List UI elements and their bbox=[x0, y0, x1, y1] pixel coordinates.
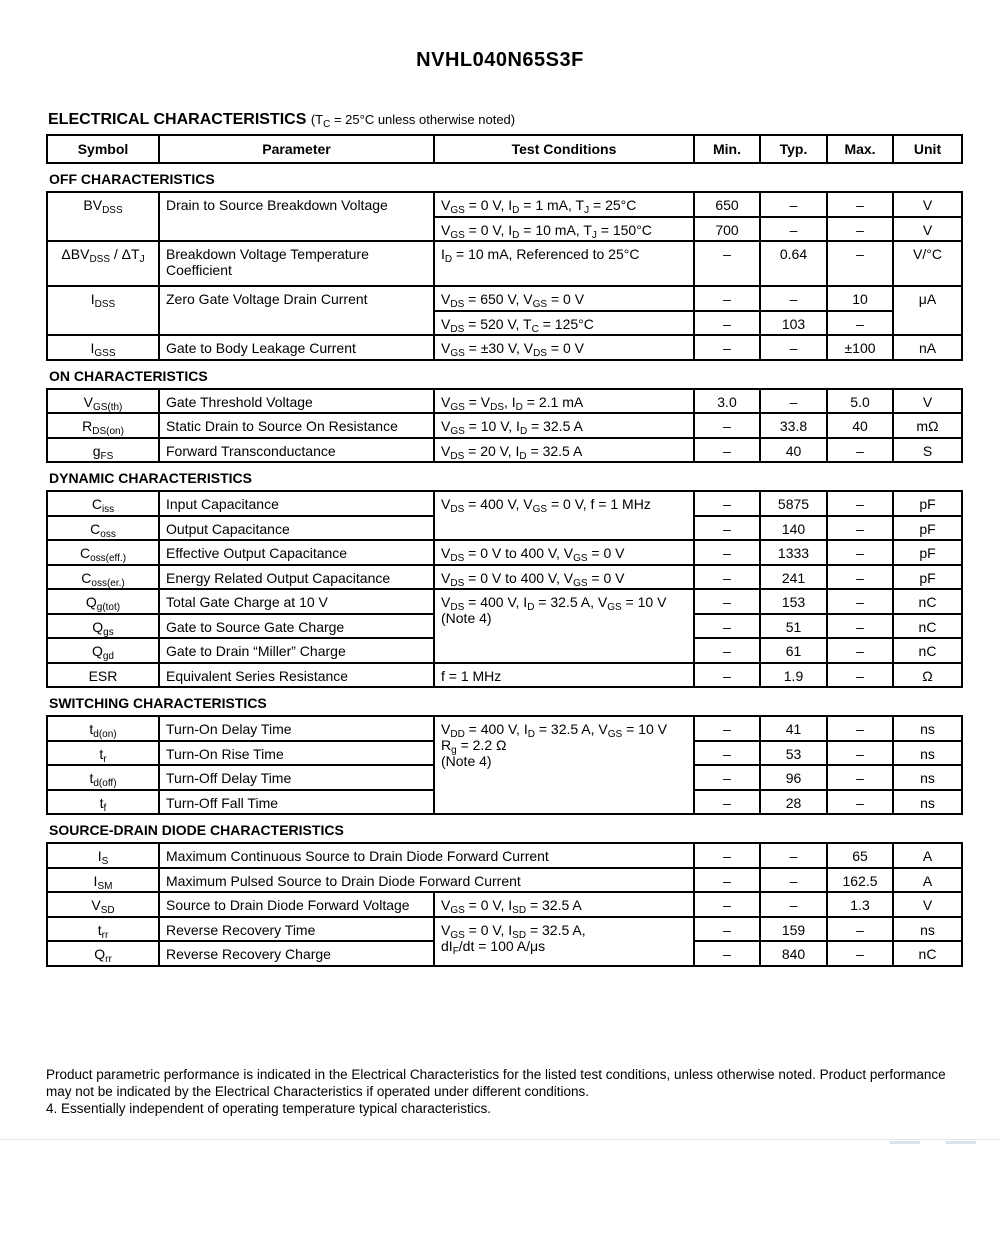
section-on: ON CHARACTERISTICS bbox=[47, 360, 962, 389]
symbol-cosser: $C_{oss(er.)}$ bbox=[47, 565, 159, 590]
typ-tf: 28 bbox=[760, 790, 827, 815]
cond-gfs: $V_{DS} = 20$ V, $I_D = 32.5$ A bbox=[434, 438, 694, 463]
param-bvdss: Drain to Source Breakdown Voltage bbox=[159, 192, 434, 241]
col-typ: Typ. bbox=[760, 135, 827, 163]
min-cosseff: – bbox=[694, 540, 760, 565]
symbol-ism: $I_{SM}$ bbox=[47, 868, 159, 893]
min-bvdss-2: 700 bbox=[694, 217, 760, 242]
unit-trr: ns bbox=[893, 917, 962, 942]
min-dbv: – bbox=[694, 241, 760, 286]
unit-rdson: mΩ bbox=[893, 413, 962, 438]
typ-tr: 53 bbox=[760, 741, 827, 766]
section-dynamic: DYNAMIC CHARACTERISTICS bbox=[47, 462, 962, 491]
max-esr: – bbox=[827, 663, 893, 688]
param-trr: Reverse Recovery Time bbox=[159, 917, 434, 942]
max-rdson: 40 bbox=[827, 413, 893, 438]
max-bvdss-1: – bbox=[827, 192, 893, 217]
max-cosser: – bbox=[827, 565, 893, 590]
symbol-vgsth: $V_{GS(th)}$ bbox=[47, 389, 159, 414]
table-row bbox=[47, 868, 962, 893]
min-tdoff: – bbox=[694, 765, 760, 790]
param-qgs: Gate to Source Gate Charge bbox=[159, 614, 434, 639]
cond-switching: $V_{DD} = 400$ V, $I_D = 32.5$ A, $V_{GS} = 10$ V $R_g = 2.2$ Ω (Note 4) bbox=[434, 716, 694, 814]
cond-cosser: $V_{DS} = 0$ V to 400 V, $V_{GS} = 0$ V bbox=[434, 565, 694, 590]
min-cosser: – bbox=[694, 565, 760, 590]
min-rdson: – bbox=[694, 413, 760, 438]
symbol-gfs: $g_{FS}$ bbox=[47, 438, 159, 463]
max-tr: – bbox=[827, 741, 893, 766]
cond-dbv: $I_D = 10$ mA, Referenced to 25°C bbox=[434, 241, 694, 286]
min-ciss: – bbox=[694, 491, 760, 516]
param-dbv: Breakdown Voltage Temperature Coefficient bbox=[159, 241, 434, 286]
typ-tdon: 41 bbox=[760, 716, 827, 741]
param-vsd: Source to Drain Diode Forward Voltage bbox=[159, 892, 434, 917]
unit-vsd: V bbox=[893, 892, 962, 917]
max-trr: – bbox=[827, 917, 893, 942]
max-tdon: – bbox=[827, 716, 893, 741]
unit-ism: A bbox=[893, 868, 962, 893]
unit-tdoff: ns bbox=[893, 765, 962, 790]
min-idss-1: – bbox=[694, 286, 760, 311]
max-igss: ±100 bbox=[827, 335, 893, 360]
cond-recovery: $V_{GS} = 0$ V, $I_{SD} = 32.5$ A, $dI_F/dt = 100$ A/μs bbox=[434, 917, 694, 966]
col-symbol: Symbol bbox=[47, 135, 159, 163]
typ-idss-1: – bbox=[760, 286, 827, 311]
min-tf: – bbox=[694, 790, 760, 815]
min-idss-2: – bbox=[694, 311, 760, 336]
cond-qg: $V_{DS} = 400$ V, $I_D = 32.5$ A, $V_{GS} = 10$ V (Note 4) bbox=[434, 589, 694, 663]
heading-note: ($T_C = 25^\circ C$ unless otherwise noted) bbox=[310, 112, 516, 130]
symbol-cosseff: $C_{oss(eff.)}$ bbox=[47, 540, 159, 565]
symbol-ciss: $C_{iss}$ bbox=[47, 491, 159, 516]
unit-igss: nA bbox=[893, 335, 962, 360]
typ-qg: 153 bbox=[760, 589, 827, 614]
unit-gfs: S bbox=[893, 438, 962, 463]
symbol-qg: $Q_{g(tot)}$ bbox=[47, 589, 159, 614]
table-row bbox=[47, 335, 962, 360]
max-qg: – bbox=[827, 589, 893, 614]
unit-cosseff: pF bbox=[893, 540, 962, 565]
symbol-qgs: $Q_{gs}$ bbox=[47, 614, 159, 639]
cond-idss-2: $V_{DS} = 520$ V, $T_C = 125^\circ C$ bbox=[434, 311, 694, 336]
symbol-is: $I_S$ bbox=[47, 843, 159, 868]
cond-bvdss-2: $V_{GS} = 0$ V, $I_D = 10$ mA, $T_J = 150^\circ C$ bbox=[434, 217, 694, 242]
param-rdson: Static Drain to Source On Resistance bbox=[159, 413, 434, 438]
unit-bvdss-1: V bbox=[893, 192, 962, 217]
col-unit: Unit bbox=[893, 135, 962, 163]
symbol-esr: ESR bbox=[47, 663, 159, 688]
max-idss-1: 10 bbox=[827, 286, 893, 311]
typ-ism: – bbox=[760, 868, 827, 893]
typ-rdson: 33.8 bbox=[760, 413, 827, 438]
typ-vsd: – bbox=[760, 892, 827, 917]
table-row bbox=[47, 716, 962, 741]
min-qgs: – bbox=[694, 614, 760, 639]
section-diode: SOURCE-DRAIN DIODE CHARACTERISTICS bbox=[47, 814, 962, 843]
min-tdon: – bbox=[694, 716, 760, 741]
max-tf: – bbox=[827, 790, 893, 815]
unit-dbv: V/°C bbox=[893, 241, 962, 286]
electrical-characteristics-table bbox=[46, 134, 963, 967]
param-is: Maximum Continuous Source to Drain Diode Forward Current bbox=[159, 843, 694, 868]
param-qgd: Gate to Drain “Miller” Charge bbox=[159, 638, 434, 663]
cond-cosseff: $V_{DS} = 0$ V to 400 V, $V_{GS} = 0$ V bbox=[434, 540, 694, 565]
table-row bbox=[47, 892, 962, 917]
typ-is: – bbox=[760, 843, 827, 868]
symbol-qgd: $Q_{gd}$ bbox=[47, 638, 159, 663]
typ-vgsth: – bbox=[760, 389, 827, 414]
unit-qgd: nC bbox=[893, 638, 962, 663]
section-switching: SWITCHING CHARACTERISTICS bbox=[47, 687, 962, 716]
symbol-bvdss: $BV_{DSS}$ bbox=[47, 192, 159, 241]
param-esr: Equivalent Series Resistance bbox=[159, 663, 434, 688]
table-row bbox=[47, 389, 962, 414]
page-divider bbox=[0, 1139, 1000, 1140]
min-qrr: – bbox=[694, 941, 760, 966]
unit-tr: ns bbox=[893, 741, 962, 766]
min-igss: – bbox=[694, 335, 760, 360]
min-vsd: – bbox=[694, 892, 760, 917]
typ-bvdss-1: – bbox=[760, 192, 827, 217]
symbol-qrr: $Q_{rr}$ bbox=[47, 941, 159, 966]
cond-ciss-coss: $V_{DS} = 400$ V, $V_{GS} = 0$ V, f = 1 MHz bbox=[434, 491, 694, 540]
max-ciss: – bbox=[827, 491, 893, 516]
cond-vgsth: $V_{GS} = V_{DS}$, $I_D = 2.1$ mA bbox=[434, 389, 694, 414]
col-conditions: Test Conditions bbox=[434, 135, 694, 163]
param-cosser: Energy Related Output Capacitance bbox=[159, 565, 434, 590]
param-tdoff: Turn-Off Delay Time bbox=[159, 765, 434, 790]
table-row bbox=[47, 540, 962, 565]
table-row bbox=[47, 589, 962, 614]
symbol-tf: $t_f$ bbox=[47, 790, 159, 815]
unit-idss: μA bbox=[893, 286, 962, 335]
max-dbv: – bbox=[827, 241, 893, 286]
param-igss: Gate to Body Leakage Current bbox=[159, 335, 434, 360]
unit-vgsth: V bbox=[893, 389, 962, 414]
min-gfs: – bbox=[694, 438, 760, 463]
min-tr: – bbox=[694, 741, 760, 766]
symbol-trr: $t_{rr}$ bbox=[47, 917, 159, 942]
param-qrr: Reverse Recovery Charge bbox=[159, 941, 434, 966]
cond-bvdss-1: $V_{GS} = 0$ V, $I_D = 1$ mA, $T_J = 25^\circ C$ bbox=[434, 192, 694, 217]
table-row bbox=[47, 663, 962, 688]
param-ism: Maximum Pulsed Source to Drain Diode Forward Current bbox=[159, 868, 694, 893]
symbol-rdson: $R_{DS(on)}$ bbox=[47, 413, 159, 438]
max-coss: – bbox=[827, 516, 893, 541]
table-row bbox=[47, 565, 962, 590]
symbol-vsd: $V_{SD}$ bbox=[47, 892, 159, 917]
table-row bbox=[47, 917, 962, 942]
section-off: OFF CHARACTERISTICS bbox=[47, 163, 962, 192]
typ-bvdss-2: – bbox=[760, 217, 827, 242]
max-cosseff: – bbox=[827, 540, 893, 565]
col-max: Max. bbox=[827, 135, 893, 163]
param-ciss: Input Capacitance bbox=[159, 491, 434, 516]
symbol-tr: $t_r$ bbox=[47, 741, 159, 766]
typ-cosser: 241 bbox=[760, 565, 827, 590]
footnote-4: 4. Essentially independent of operating temperature typical characteristics. bbox=[46, 1101, 491, 1116]
param-tdon: Turn-On Delay Time bbox=[159, 716, 434, 741]
cond-rdson: $V_{GS} = 10$ V, $I_D = 32.5$ A bbox=[434, 413, 694, 438]
min-bvdss-1: 650 bbox=[694, 192, 760, 217]
table-heading bbox=[48, 111, 515, 129]
unit-is: A bbox=[893, 843, 962, 868]
unit-qgs: nC bbox=[893, 614, 962, 639]
min-is: – bbox=[694, 843, 760, 868]
footnote-performance: Product parametric performance is indicated in the Electrical Characteristics for the listed test conditions, unless otherwise noted. Product performance may not be indicated by the Electrical Characteristics if operated under different conditions. bbox=[46, 1067, 946, 1099]
symbol-igss: $I_{GSS}$ bbox=[47, 335, 159, 360]
unit-qrr: nC bbox=[893, 941, 962, 966]
symbol-tdon: $t_{d(on)}$ bbox=[47, 716, 159, 741]
unit-bvdss-2: V bbox=[893, 217, 962, 242]
table-row bbox=[47, 438, 962, 463]
max-vsd: 1.3 bbox=[827, 892, 893, 917]
param-tr: Turn-On Rise Time bbox=[159, 741, 434, 766]
max-gfs: – bbox=[827, 438, 893, 463]
param-gfs: Forward Transconductance bbox=[159, 438, 434, 463]
max-qgd: – bbox=[827, 638, 893, 663]
unit-cosser: pF bbox=[893, 565, 962, 590]
symbol-coss: $C_{oss}$ bbox=[47, 516, 159, 541]
page-mark bbox=[890, 1141, 920, 1144]
typ-dbv: 0.64 bbox=[760, 241, 827, 286]
min-qgd: – bbox=[694, 638, 760, 663]
typ-ciss: 5875 bbox=[760, 491, 827, 516]
cond-esr: f = 1 MHz bbox=[434, 663, 694, 688]
symbol-idss: $I_{DSS}$ bbox=[47, 286, 159, 335]
table-row bbox=[47, 286, 962, 311]
table-row bbox=[47, 192, 962, 217]
max-bvdss-2: – bbox=[827, 217, 893, 242]
min-trr: – bbox=[694, 917, 760, 942]
unit-ciss: pF bbox=[893, 491, 962, 516]
table-row bbox=[47, 843, 962, 868]
heading-text: ELECTRICAL CHARACTERISTICS bbox=[48, 111, 307, 128]
part-number-title: NVHL040N65S3F bbox=[416, 49, 584, 71]
typ-gfs: 40 bbox=[760, 438, 827, 463]
max-idss-2: – bbox=[827, 311, 893, 336]
min-qg: – bbox=[694, 589, 760, 614]
symbol-dbv: $\Delta BV_{DSS} / \Delta T_J$ bbox=[47, 241, 159, 286]
unit-coss: pF bbox=[893, 516, 962, 541]
typ-esr: 1.9 bbox=[760, 663, 827, 688]
max-vgsth: 5.0 bbox=[827, 389, 893, 414]
max-qgs: – bbox=[827, 614, 893, 639]
col-parameter: Parameter bbox=[159, 135, 434, 163]
typ-trr: 159 bbox=[760, 917, 827, 942]
col-min: Min. bbox=[694, 135, 760, 163]
min-ism: – bbox=[694, 868, 760, 893]
param-tf: Turn-Off Fall Time bbox=[159, 790, 434, 815]
min-esr: – bbox=[694, 663, 760, 688]
table-row bbox=[47, 491, 962, 516]
unit-qg: nC bbox=[893, 589, 962, 614]
symbol-tdoff: $t_{d(off)}$ bbox=[47, 765, 159, 790]
typ-tdoff: 96 bbox=[760, 765, 827, 790]
typ-qgs: 51 bbox=[760, 614, 827, 639]
typ-igss: – bbox=[760, 335, 827, 360]
header-row bbox=[47, 135, 962, 163]
cond-igss: $V_{GS} = \pm 30$ V, $V_{DS} = 0$ V bbox=[434, 335, 694, 360]
cond-idss-1: $V_{DS} = 650$ V, $V_{GS} = 0$ V bbox=[434, 286, 694, 311]
max-ism: 162.5 bbox=[827, 868, 893, 893]
max-qrr: – bbox=[827, 941, 893, 966]
table-row bbox=[47, 241, 962, 286]
typ-coss: 140 bbox=[760, 516, 827, 541]
unit-tdon: ns bbox=[893, 716, 962, 741]
param-qg: Total Gate Charge at 10 V bbox=[159, 589, 434, 614]
unit-tf: ns bbox=[893, 790, 962, 815]
unit-esr: Ω bbox=[893, 663, 962, 688]
min-vgsth: 3.0 bbox=[694, 389, 760, 414]
typ-idss-2: 103 bbox=[760, 311, 827, 336]
param-idss: Zero Gate Voltage Drain Current bbox=[159, 286, 434, 335]
param-vgsth: Gate Threshold Voltage bbox=[159, 389, 434, 414]
cond-vsd: $V_{GS} = 0$ V, $I_{SD} = 32.5$ A bbox=[434, 892, 694, 917]
table-row bbox=[47, 413, 962, 438]
param-cosseff: Effective Output Capacitance bbox=[159, 540, 434, 565]
param-coss: Output Capacitance bbox=[159, 516, 434, 541]
page-mark bbox=[946, 1141, 976, 1144]
max-tdoff: – bbox=[827, 765, 893, 790]
max-is: 65 bbox=[827, 843, 893, 868]
min-coss: – bbox=[694, 516, 760, 541]
typ-qgd: 61 bbox=[760, 638, 827, 663]
typ-cosseff: 1333 bbox=[760, 540, 827, 565]
footnotes bbox=[46, 1066, 966, 1117]
typ-qrr: 840 bbox=[760, 941, 827, 966]
